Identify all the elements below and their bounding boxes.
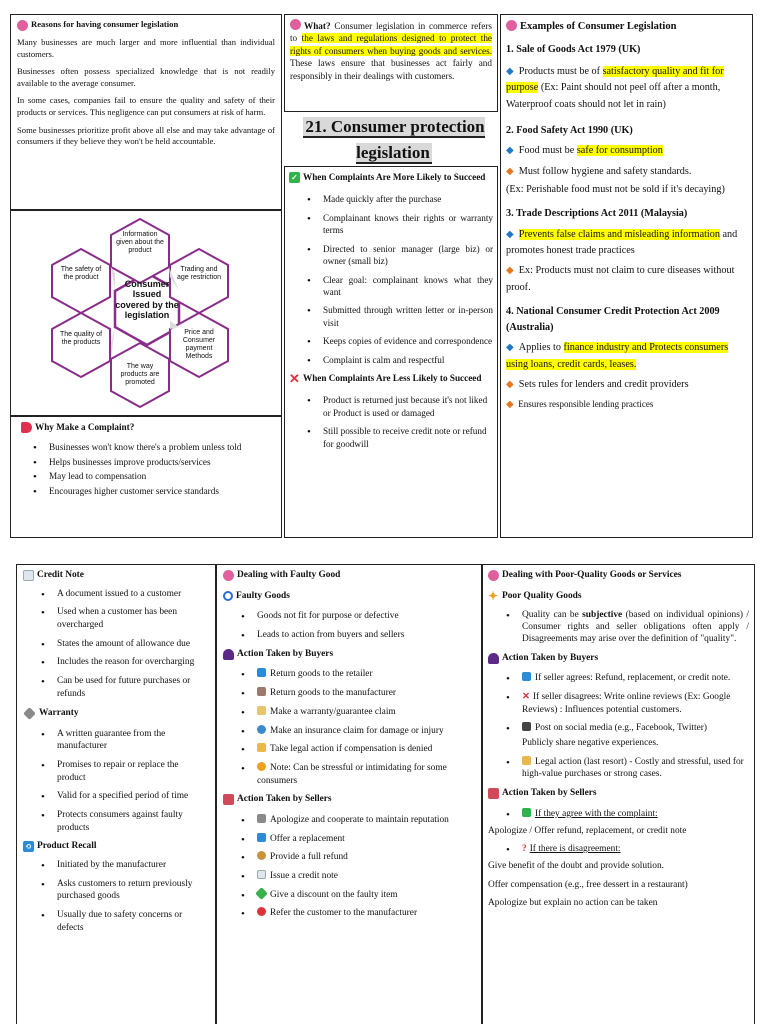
list-item-text: Provide a full refund — [270, 852, 348, 863]
act-3-b2: Ex: Products must not claim to cure diseases without proof. — [506, 265, 735, 293]
list-item: • Initiated by the manufacturer — [23, 859, 209, 872]
less-likely-heading — [289, 371, 493, 387]
list-item-text: If they agree with the complaint: — [535, 808, 658, 819]
why-heading — [21, 421, 277, 433]
document-icon — [23, 570, 34, 581]
list-item — [223, 814, 475, 827]
list-item-text: If seller agrees: Refund, replacement, or credit note. — [535, 673, 731, 684]
list-item — [223, 907, 475, 920]
credit-note-heading — [23, 569, 209, 582]
hex-label-top-right: Trading and age restriction — [177, 266, 221, 282]
what-label: What? — [304, 21, 331, 31]
list-item-text: Issue a credit note — [270, 871, 338, 881]
poor-sellers-heading — [488, 787, 749, 800]
diamond-icon: ◆ — [506, 145, 514, 157]
act-4-point-2 — [506, 377, 747, 393]
list-item: • May lead to compensation — [15, 470, 277, 482]
star-icon: ✦ — [488, 588, 499, 603]
act-2-title: 2. Food Safety Act 1990 (UK) — [506, 125, 633, 137]
list-item: • Clear goal: complainant knows what they want — [289, 274, 493, 299]
list-item — [223, 762, 475, 787]
check-icon — [522, 808, 531, 817]
act-1-point — [506, 64, 747, 113]
list-item-text: Return goods to the retailer — [270, 669, 373, 680]
shop-icon — [223, 794, 234, 805]
scales-icon — [522, 756, 531, 765]
more-likely-title: When Complaints Are More Likely to Succeed — [303, 172, 486, 182]
list-item — [223, 833, 475, 846]
less-likely-list — [289, 394, 493, 450]
list-item — [488, 843, 749, 856]
list-item: • Made quickly after the purchase — [289, 193, 493, 205]
list-item: • Helps businesses improve products/services — [15, 456, 277, 468]
poor-buyers-list — [488, 672, 749, 735]
faulty-buyers-title: Action Taken by Buyers — [237, 648, 334, 659]
hex-label-top-left: The safety of the product — [60, 266, 102, 282]
brain-icon — [223, 570, 234, 581]
list-item-text: Return goods to the manufacturer — [270, 688, 397, 699]
diamond-icon: ◆ — [506, 342, 514, 354]
list-item — [488, 756, 749, 781]
phone-icon — [257, 814, 266, 823]
poor-intro-pre: Quality can be — [522, 610, 583, 621]
act-1-title: 1. Sale of Goods Act 1979 (UK) — [506, 43, 641, 55]
page-title — [297, 114, 491, 167]
diamond-orange-icon: ◆ — [506, 265, 514, 277]
document-icon — [257, 870, 266, 879]
discount-tag-icon — [255, 887, 268, 900]
list-item — [223, 687, 475, 700]
recall-title: Product Recall — [37, 841, 97, 852]
list-item-text: Make a warranty/guarantee claim — [270, 706, 396, 717]
tools-icon — [23, 707, 36, 720]
diamond-orange-icon: ◆ — [506, 165, 514, 177]
reasons-heading — [17, 19, 275, 31]
list-item: • Used when a customer has been overcharged — [23, 606, 209, 631]
replace-icon — [257, 833, 266, 842]
list-item: • States the amount of allowance due — [23, 638, 209, 651]
list-item — [223, 889, 475, 902]
act-4-b3: Ensures responsible lending practices — [518, 399, 654, 410]
list-item: • Leads to action from buyers and sellers — [223, 629, 475, 642]
faulty-buyers-list — [223, 668, 475, 787]
poor-buyers-title: Action Taken by Buyers — [502, 652, 599, 663]
hex-label-top: Information given about the product — [116, 231, 164, 255]
act-4-pre: Applies to — [518, 342, 564, 354]
magnifier-icon — [223, 591, 233, 601]
list-item — [488, 672, 749, 685]
list-item: • Encourages higher customer service standards — [15, 485, 277, 497]
examples-title: Examples of Consumer Legislation — [520, 21, 677, 32]
list-item: • Goods not fit for purpose or defective — [223, 610, 475, 623]
consumer-issues-diagram — [10, 210, 282, 416]
act-2-point-2 — [506, 164, 747, 180]
list-item: • Businesses won't know there's a problem unless told — [15, 441, 277, 453]
act-2-pre: Food must be — [518, 145, 577, 157]
examples-panel — [500, 14, 753, 538]
list-item — [488, 808, 749, 821]
person-icon — [488, 653, 499, 664]
list-item — [488, 691, 749, 716]
act-3-title: 3. Trade Descriptions Act 2011 (Malaysia) — [506, 208, 688, 220]
factory-icon — [257, 687, 266, 696]
brain-icon — [488, 570, 499, 581]
what-text-post: These laws ensure that businesses act fairly and responsibly in their dealings with customers. — [290, 58, 492, 81]
list-item: • Keeps copies of evidence and correspondence — [289, 335, 493, 347]
list-item-text: Legal action (last resort) - Costly and stressful, used for high-value purchases or strong cases. — [522, 756, 744, 780]
act-3-highlight: Prevents false claims and misleading information — [518, 228, 720, 240]
list-item-text: If there is disagreement: — [529, 844, 621, 855]
list-item: • Includes the reason for overcharging — [23, 656, 209, 669]
poor-b3-line: Publicly share negative experiences. — [522, 738, 659, 749]
poor-buyers-list-2 — [488, 756, 749, 781]
act-2-b2: Must follow hygiene and safety standards. — [518, 165, 692, 177]
poor-sub: Poor Quality Goods — [502, 590, 582, 601]
faulty-sellers-heading — [223, 793, 475, 806]
list-item — [223, 706, 475, 719]
list-item: • Can be used for future purchases or refunds — [23, 675, 209, 700]
cross-icon: ✕ — [522, 692, 530, 702]
poor-sellers-list — [488, 808, 749, 821]
what-panel — [284, 14, 498, 112]
poor-intro-bold: subjective — [582, 610, 623, 621]
list-item-text: Make an insurance claim for damage or injury — [270, 725, 444, 736]
act-4-highlight: finance industry and Protects consumers using loans, credit cards, leases. — [506, 342, 729, 370]
list-item — [488, 610, 749, 645]
reasons-para: Some businesses prioritize profit above all else and may take advantage of consumers if they believe they won't be held accountable. — [17, 124, 275, 147]
why-list — [15, 441, 277, 497]
act-4-point-1 — [506, 340, 747, 373]
poor-buyers-heading — [488, 652, 749, 665]
act-2-highlight: safe for consumption — [576, 145, 663, 157]
why-title: Why Make a Complaint? — [35, 422, 135, 432]
hex-label-bottom-left: The quality of the products — [59, 331, 103, 347]
list-item: • Usually due to safety concerns or defects — [23, 909, 209, 934]
brain-icon — [506, 20, 517, 31]
act-3-point-2 — [506, 263, 747, 296]
warranty-title: Warranty — [39, 707, 79, 718]
recall-heading — [23, 840, 209, 853]
return-icon — [522, 672, 531, 681]
act-1-highlight: satisfactory quality and fit for purpose — [506, 66, 724, 94]
reasons-para: Businesses often possess specialized knowledge that is not readily available to the average consumer. — [17, 66, 275, 88]
poor-s2-line-3: Apologize but explain no action can be taken — [488, 898, 658, 909]
diamond-orange-icon: ◆ — [506, 399, 514, 411]
scroll-icon — [257, 706, 266, 715]
list-item: • Product is returned just because it's not liked or Product is used or damaged — [289, 394, 493, 419]
list-item: • Promises to repair or replace the product — [23, 759, 209, 784]
shop-icon — [488, 788, 499, 799]
poor-heading — [488, 569, 749, 582]
money-bag-icon — [257, 851, 266, 860]
list-item-text: Apologize and cooperate to maintain reputation — [270, 814, 449, 825]
what-highlight: the laws and regulations designed to protect the rights of consumers when buying goods and services. — [290, 33, 492, 56]
act-4-b2: Sets rules for lenders and credit providers — [518, 379, 689, 391]
megaphone-icon — [21, 422, 32, 433]
complaint-success-panel — [284, 166, 498, 538]
faulty-sellers-list — [223, 814, 475, 920]
hex-label-bottom-right: Price and Consumer payment Methods — [182, 329, 216, 361]
poor-s2-line-2: Offer compensation (e.g., free dessert in a restaurant) — [488, 879, 688, 890]
list-item: • Asks customers to return previously purchased goods — [23, 878, 209, 903]
poor-sellers-list-2 — [488, 843, 749, 856]
what-text-pre: Consumer legislation in commerce refers to — [290, 21, 492, 44]
poor-s1-line: Apologize / Offer refund, replacement, or credit note — [488, 825, 687, 836]
recall-arrows-icon: ⟲ — [23, 841, 34, 852]
list-item — [223, 668, 475, 681]
reasons-title: Reasons for having consumer legislation — [31, 19, 179, 29]
poor-sellers-title: Action Taken by Sellers — [502, 788, 597, 799]
credit-note-title: Credit Note — [37, 570, 84, 580]
list-item: • Directed to senior manager (large biz) or owner (small biz) — [289, 243, 493, 268]
act-1-pre: Products must be of — [518, 66, 603, 78]
list-item — [223, 725, 475, 738]
list-item-text: If seller disagrees: Write online reviews (Ex: Google Reviews) : Influences potential customers. — [522, 692, 731, 715]
list-item: • A document issued to a customer — [23, 588, 209, 601]
reasons-panel — [10, 14, 282, 210]
act-4-title: 4. National Consumer Credit Protection Act 2009 (Australia) — [506, 305, 720, 334]
less-likely-title: When Complaints Are Less Likely to Succeed — [303, 373, 482, 384]
act-4-point-3 — [506, 397, 747, 413]
faulty-title: Dealing with Faulty Good — [237, 570, 341, 580]
faulty-list — [223, 610, 475, 641]
list-item-text: Note: Can be stressful or intimidating for some consumers — [257, 762, 447, 786]
list-item-text: Take legal action if compensation is denied — [270, 744, 433, 755]
phone-receiver-icon — [257, 907, 266, 916]
person-icon — [223, 649, 234, 660]
diamond-icon: ◆ — [506, 228, 514, 240]
phone-icon — [522, 722, 531, 731]
list-item: • Complaint is calm and respectful — [289, 354, 493, 366]
list-item — [488, 722, 749, 735]
act-2-example: (Ex: Perishable food must not be sold if it's decaying) — [506, 183, 725, 195]
faulty-goods-panel — [216, 564, 482, 1024]
examples-heading — [506, 19, 747, 36]
check-icon: ✓ — [289, 172, 300, 183]
act-2-point-1 — [506, 143, 747, 159]
scales-icon — [257, 743, 266, 752]
more-likely-list — [289, 193, 493, 366]
shield-icon — [257, 725, 266, 734]
list-item: • Submitted through written letter or in-person visit — [289, 304, 493, 329]
list-item-text: Give a discount on the faulty item — [270, 889, 398, 900]
recall-list — [23, 859, 209, 934]
brain-icon — [17, 20, 28, 31]
act-1-post: (Ex: Paint should not peel off after a month, Waterproof coats should not let in rain) — [506, 82, 721, 110]
faulty-sub-heading — [223, 590, 475, 603]
why-complaint-panel — [10, 416, 282, 538]
list-item — [223, 851, 475, 864]
diamond-orange-icon: ◆ — [506, 379, 514, 391]
more-likely-heading — [289, 171, 493, 183]
act-3-point-1 — [506, 227, 747, 260]
act-3-post: and promotes honest trade practices — [506, 228, 738, 256]
poor-sub-heading — [488, 590, 749, 603]
poor-intro-post: (based on individual opinions) / Consumer rights and seller obligations often apply / Disagreements may arise over the definition of "quality". — [522, 610, 750, 644]
hex-label-bottom: The way products are promoted — [120, 363, 160, 387]
brain-icon — [290, 19, 301, 30]
warranty-list — [23, 728, 209, 835]
credit-warranty-recall-panel — [16, 564, 216, 1024]
worried-face-icon — [257, 762, 266, 771]
list-item-text: Post on social media (e.g., Facebook, Twitter) — [535, 723, 708, 734]
faulty-sellers-title: Action Taken by Sellers — [237, 794, 332, 805]
reasons-para: Many businesses are much larger and more influential than individual customers. — [17, 37, 275, 59]
list-item — [223, 870, 475, 883]
list-item: • Complainant knows their rights or warranty terms — [289, 212, 493, 237]
poor-s2-line-1: Give benefit of the doubt and provide solution. — [488, 860, 665, 871]
list-item — [223, 743, 475, 756]
warranty-heading — [23, 707, 209, 720]
list-item: • Protects consumers against faulty products — [23, 809, 209, 834]
faulty-heading — [223, 569, 475, 582]
poor-quality-panel — [482, 564, 755, 1024]
list-item: • Valid for a specified period of time — [23, 790, 209, 803]
poor-title: Dealing with Poor-Quality Goods or Services — [502, 570, 682, 580]
reasons-para: In some cases, companies fail to ensure the quality and safety of their products or services. This negligence can put consumers at risk of harm. — [17, 95, 275, 117]
list-item-text: Refer the customer to the manufacturer — [270, 908, 418, 919]
diamond-icon: ◆ — [506, 66, 514, 78]
list-item-text: Offer a replacement — [270, 833, 345, 844]
faulty-sub: Faulty Goods — [236, 590, 290, 601]
page-title-text: 21. Consumer protection legislation — [305, 117, 485, 163]
credit-note-list — [23, 588, 209, 701]
return-icon — [257, 668, 266, 677]
faulty-buyers-heading — [223, 648, 475, 661]
question-icon: ? — [522, 844, 527, 855]
diagram-center-label: Consumer Issued covered by the legislation — [115, 279, 179, 321]
poor-intro-list — [488, 610, 749, 645]
list-item: • Still possible to receive credit note or refund for goodwill — [289, 425, 493, 450]
list-item: • A written guarantee from the manufacturer — [23, 728, 209, 753]
cross-icon: ✕ — [289, 371, 300, 387]
